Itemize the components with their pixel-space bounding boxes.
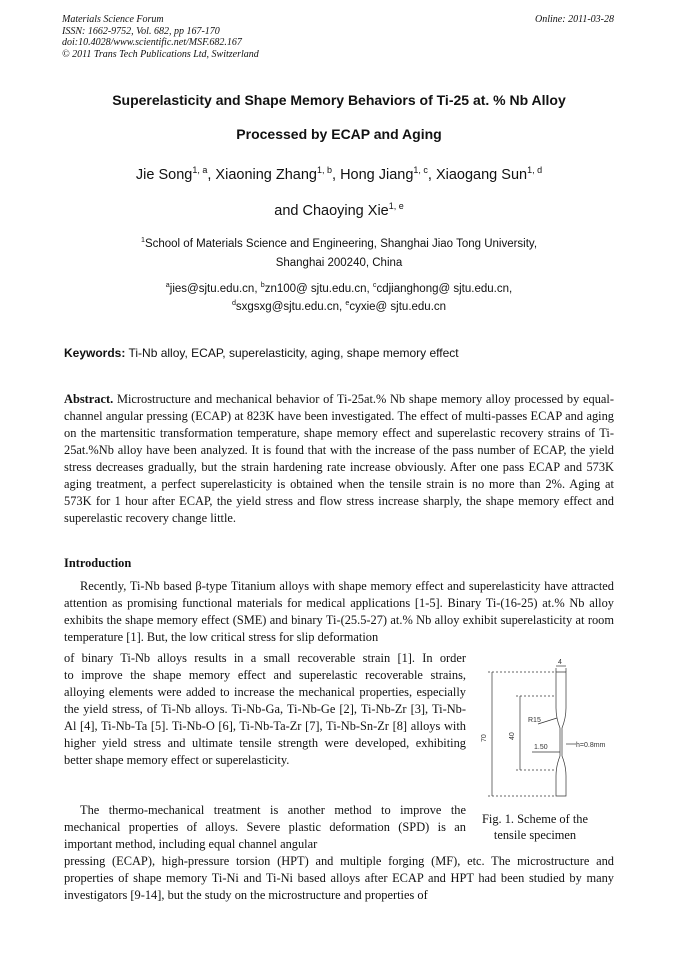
emails-line-1: $^a$jies@sjtu.edu.cn, $^b$zn100@ sjtu.edu.cn, $^c$cdjianghong@ sjtu.edu.cn, bbox=[165, 281, 513, 295]
copyright: © 2011 Trans Tech Publications Ltd, Switzerland bbox=[62, 48, 259, 60]
intro-paragraph-1-wrap: of binary Ti-Nb alloys results in a small recoverable strain [1]. In order bbox=[64, 651, 466, 665]
dim-label-top: 4 bbox=[558, 659, 562, 666]
author: Xiaogang Sun$^{1, d}$ bbox=[435, 165, 543, 183]
figure-tensile-specimen bbox=[472, 658, 620, 808]
section-heading-introduction: Introduction bbox=[64, 556, 132, 570]
author: Hong Jiang$^{1, c}$, bbox=[340, 165, 436, 183]
abstract-label: Abstract. bbox=[64, 392, 114, 406]
title-line-1: Superelasticity and Shape Memory Behaviors of Ti-25 at. % Nb Alloy bbox=[112, 92, 566, 108]
abstract-text: Microstructure and mechanical behavior of Ti-25at.% Nb shape memory alloy processed by equal-channel angular pressing (ECAP) at 823K have been investigated. The effect of multi-passes ECAP and aging on the martensitic transformation temperature, shape memory effect and superelastic recovery strains of Ti-25at.%Nb alloy have been analyzed. It is found that with the increase of the pass number of ECAP, the yield stress decreases gradually, but the strain hardening rate increase obviously. After one pass ECAP and 573K aging treatment, a perfect superelasticity is obtained when the tensile strain is no more than 2%. Aging at 573K for 1 hour after ECAP, the yield stress and flow stress increase sharply, the shape memory effect and superelastic recovery change little. bbox=[64, 392, 614, 525]
keywords-label: Keywords: bbox=[64, 346, 126, 360]
radius-leader bbox=[538, 718, 557, 724]
emails-line-2: $^d$sxgsxg@sjtu.edu.cn, $^e$cyxie@ sjtu.edu.cn bbox=[231, 299, 447, 313]
dim-label-h: h=0.8mm bbox=[576, 742, 606, 749]
email: cdjianghong@ sjtu.edu.cn, bbox=[376, 283, 513, 295]
affiliation-line-2: Shanghai 200240, China bbox=[275, 257, 403, 269]
online-date: Online: 2011-03-28 bbox=[535, 14, 614, 25]
figure-caption-line-1: Fig. 1. Scheme of the bbox=[482, 812, 588, 826]
journal-name: Materials Science Forum bbox=[62, 14, 164, 25]
issn: ISSN: 1662-9752, Vol. 682, pp 167-170 bbox=[62, 25, 220, 37]
dim-label-40: 40 bbox=[509, 732, 516, 740]
intro-paragraph-1: Recently, Ti-Nb based β-type Titanium alloys with shape memory effect and superelasticity have attracted attention as promising functional materials for medical applications [1-5]. Binary Ti-(16-25) at.% Nb alloy exhibits the shape memory effect (SME) and binary Ti-(25.5-27) at.% Nb alloy exhibit superelasticity at room temperature [1]. But, the low critical stress for slip deformation bbox=[64, 579, 614, 644]
figure-caption bbox=[464, 811, 606, 843]
keywords bbox=[64, 346, 459, 360]
author-list bbox=[40, 167, 638, 183]
author: Xiaoning Zhang$^{1, b}$, bbox=[215, 165, 341, 183]
keywords-text: Ti-Nb alloy, ECAP, superelasticity, aging, shape memory effect bbox=[128, 346, 459, 360]
email: cyxie@ sjtu.edu.cn bbox=[349, 301, 447, 313]
title-line-2: Processed by ECAP and Aging bbox=[236, 126, 442, 142]
journal-header bbox=[62, 14, 259, 60]
author-last: and Chaoying Xie$^{1, e}$ bbox=[274, 201, 404, 219]
author: Chaoying Xie bbox=[302, 203, 389, 219]
email: sxgsxg@sjtu.edu.cn, bbox=[235, 301, 346, 313]
intro-paragraph-2: pressing (ECAP), high-pressure torsion (HPT) and multiple forging (MF), etc. The microstructure and properties of shape memory Ti-Ni and Ti-Ni based alloys after ECAP and HPT had been studied by many investigators [9-14], but the study on the microstructure and properties of bbox=[64, 854, 614, 902]
intro-paragraph-1-narrow: to improve the shape memory effect and superelastic recoverable strains, alloying elements were added to increase the mechanical properties, especially the yield stress, of Ti-Nb alloys. Ti-Nb-Ga, Ti-Nb-Ge [2], Ti-Nb-Zr [3], Ti-Nb-Al [4], Ti-Nb-Ta [5]. Ti-Nb-O [6], Ti-Nb-Ta-Zr [7], Ti-Nb-Sn-Zr [8] alloys with higher yield stress and ultimate tensile strength were developed, exhibiting better shape memory effect or superelasticity. bbox=[64, 668, 466, 767]
doi: doi:10.4028/www.scientific.net/MSF.682.167 bbox=[62, 37, 242, 48]
email: jies@sjtu.edu.cn, bbox=[169, 283, 261, 295]
dim-label-70: 70 bbox=[481, 734, 488, 742]
email: zn100@ sjtu.edu.cn, bbox=[264, 283, 373, 295]
figure-caption-line-2: tensile specimen bbox=[493, 828, 577, 842]
abstract bbox=[64, 391, 614, 527]
intro-paragraph-2-narrow: The thermo-mechanical treatment is another method to improve the mechanical properties of alloys. Severe plastic deformation (SPD) is an important method, including equal channel angular bbox=[64, 803, 466, 851]
dim-label-150: 1.50 bbox=[534, 744, 548, 751]
affiliation-line-1: $^1$School of Materials Science and Engineering, Shanghai Jiao Tong University, bbox=[140, 236, 538, 250]
specimen-outline bbox=[556, 672, 566, 796]
dim-label-r15: R15 bbox=[528, 717, 541, 724]
author: Jie Song$^{1, a}$, bbox=[135, 165, 216, 183]
